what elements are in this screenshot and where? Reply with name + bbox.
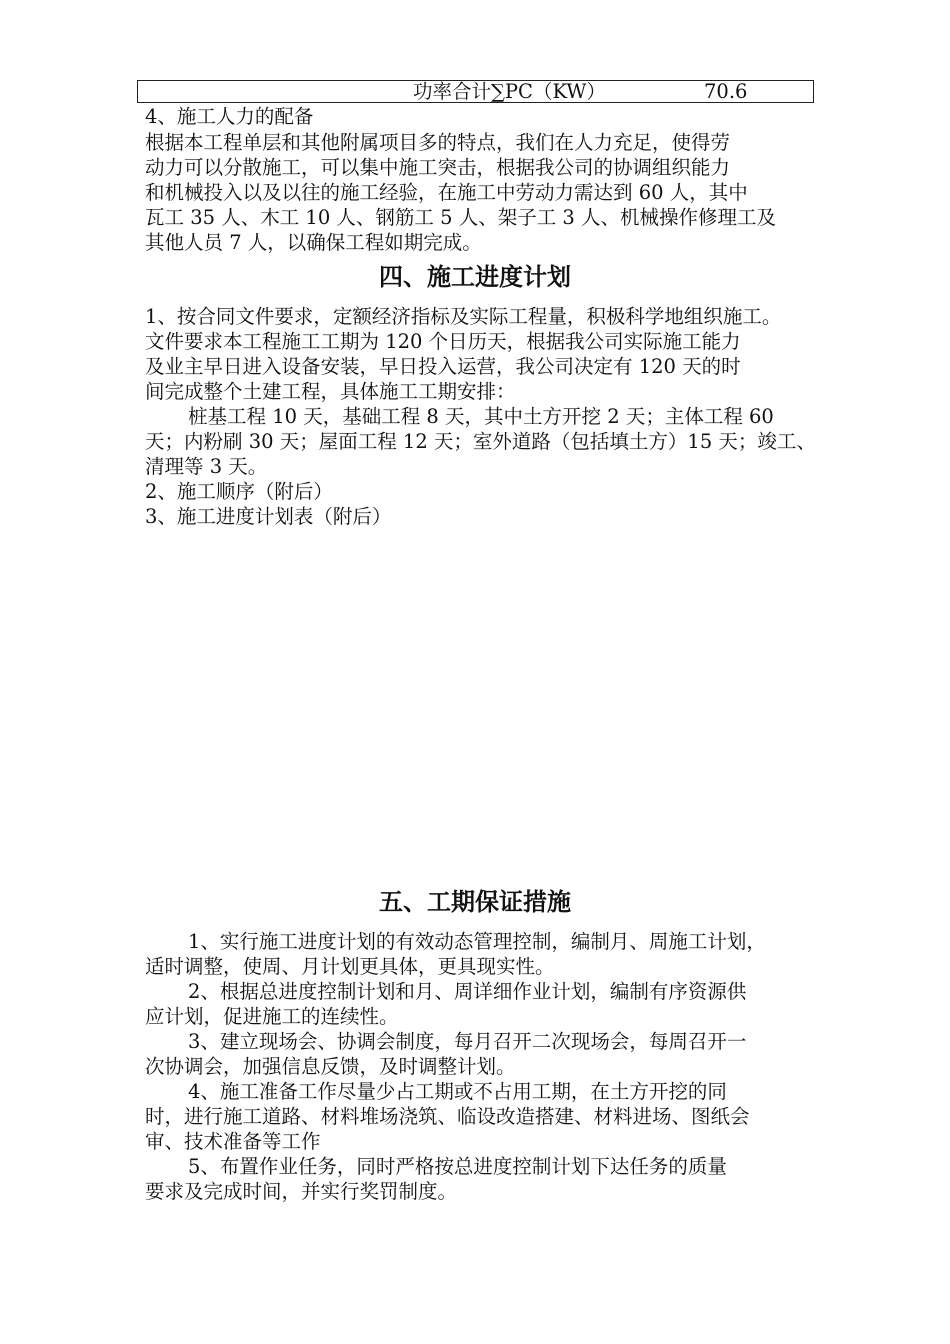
paragraph-line: 3、建立现场会、协调会制度，每月召开二次现场会，每周召开一 bbox=[188, 1030, 747, 1053]
power-total-value: 70.6 bbox=[704, 80, 748, 103]
paragraph-line: 4、施工准备工作尽量少占工期或不占用工期，在土方开挖的同 bbox=[188, 1080, 727, 1103]
subheading-labor: 4、施工人力的配备 bbox=[145, 105, 314, 128]
section-title-guarantee: 五、工期保证措施 bbox=[379, 888, 571, 916]
paragraph-line: 文件要求本工程施工工期为 120 个日历天，根据我公司实际施工能力 bbox=[145, 330, 741, 353]
paragraph-line: 适时调整，使周、月计划更具体，更具现实性。 bbox=[145, 955, 555, 978]
paragraph-line: 次协调会，加强信息反馈，及时调整计划。 bbox=[145, 1055, 516, 1078]
paragraph-line: 间完成整个土建工程，具体施工工期安排： bbox=[145, 380, 516, 403]
list-item-sequence: 2、施工顺序（附后） bbox=[145, 480, 333, 503]
paragraph-line: 清理等 3 天。 bbox=[145, 455, 268, 478]
paragraph-line: 审、技术准备等工作 bbox=[145, 1130, 321, 1153]
paragraph-line: 根据本工程单层和其他附属项目多的特点，我们在人力充足，使得劳 bbox=[145, 131, 731, 154]
paragraph-line: 天；内粉刷 30 天；屋面工程 12 天；室外道路（包括填土方）15 天；竣工、 bbox=[145, 430, 816, 453]
list-item-schedule-table: 3、施工进度计划表（附后） bbox=[145, 505, 392, 528]
paragraph-line: 5、布置作业任务，同时严格按总进度控制计划下达任务的质量 bbox=[188, 1155, 727, 1178]
power-total-row bbox=[137, 80, 814, 103]
paragraph-line: 1、按合同文件要求，定额经济指标及实际工程量，积极科学地组织施工。 bbox=[145, 305, 782, 328]
paragraph-line: 桩基工程 10 天，基础工程 8 天，其中土方开挖 2 天；主体工程 60 bbox=[188, 405, 774, 428]
paragraph-line: 要求及完成时间，并实行奖罚制度。 bbox=[145, 1180, 458, 1203]
power-total-label: 功率合计∑PC（KW） bbox=[413, 80, 606, 103]
paragraph-line: 2、根据总进度控制计划和月、周详细作业计划，编制有序资源供 bbox=[188, 980, 747, 1003]
paragraph-line: 应计划，促进施工的连续性。 bbox=[145, 1005, 399, 1028]
paragraph-line: 1、实行施工进度计划的有效动态管理控制，编制月、周施工计划， bbox=[188, 930, 766, 953]
paragraph-line: 和机械投入以及以往的施工经验，在施工中劳动力需达到 60 人，其中 bbox=[145, 181, 748, 204]
paragraph-line: 及业主早日进入设备安装，早日投入运营，我公司决定有 120 天的时 bbox=[145, 355, 741, 378]
paragraph-line: 瓦工 35 人、木工 10 人、钢筋工 5 人、架子工 3 人、机械操作修理工及 bbox=[145, 206, 777, 229]
paragraph-line: 时，进行施工道路、材料堆场浇筑、临设改造搭建、材料进场、图纸会 bbox=[145, 1105, 750, 1128]
paragraph-line: 动力可以分散施工，可以集中施工突击，根据我公司的协调组织能力 bbox=[145, 156, 731, 179]
paragraph-line: 其他人员 7 人，以确保工程如期完成。 bbox=[145, 231, 482, 254]
section-title-schedule: 四、施工进度计划 bbox=[379, 263, 571, 291]
